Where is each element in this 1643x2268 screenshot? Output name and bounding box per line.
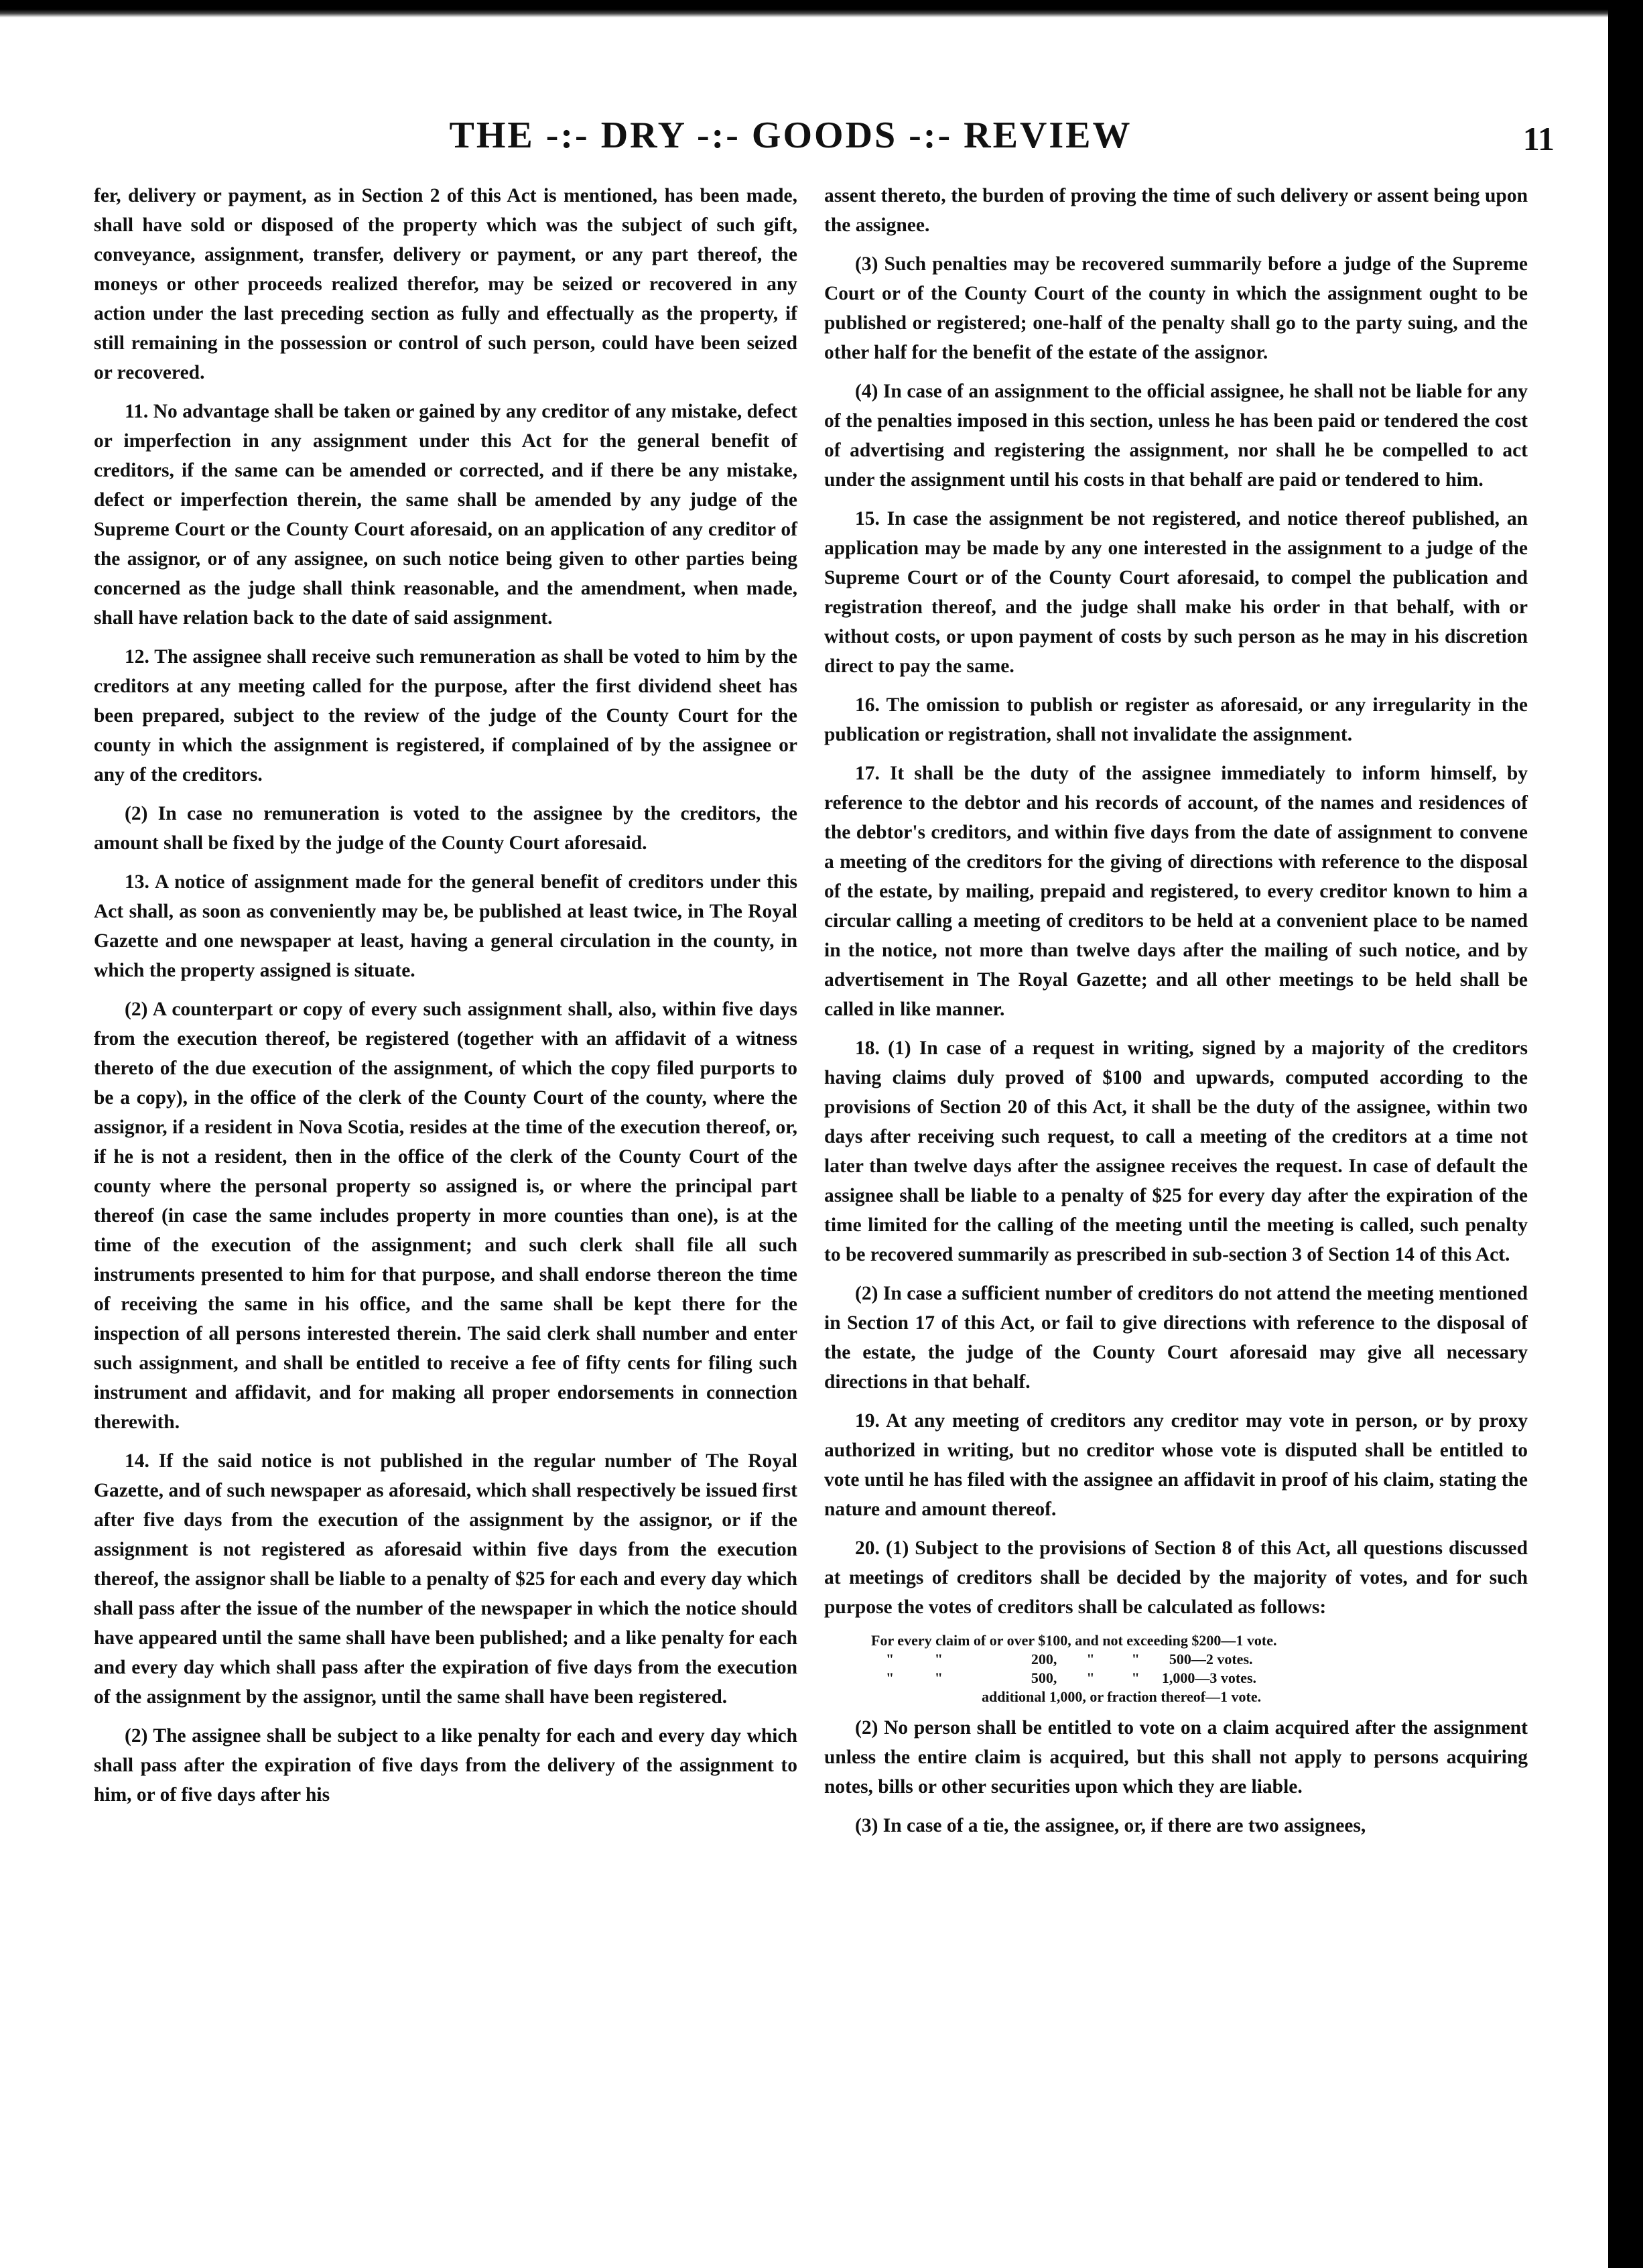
page-number: 11 [1522, 120, 1555, 158]
paragraph: assent thereto, the burden of proving the time of such delivery or assent being upon the assignee. [824, 185, 1528, 236]
page-header [67, 114, 1561, 174]
paragraph: (3) In case of a tie, the assignee, or, if there are two assignees, [855, 1815, 1366, 1836]
paragraph: 17. It shall be the duty of the assignee immediately to inform himself, by reference to the debtor and his records of account, of the names and residences of the debtor's creditors, and within five days from the date of assignment to convene a meeting of the creditors for the giving of directions with reference to the disposal of the estate, by mailing, prepaid and registered, to every creditor known to him a circular calling a meeting of creditors to be held at a convenient place to be named in the notice, not more than twelve days after the mailing of such notice, and by advertisement in The Royal Gazette; and all other meetings to be held shall be called in like manner. [824, 763, 1528, 1020]
vote-schedule [871, 1631, 1528, 1706]
vote-schedule-row: For every claim of or over $100, and not exceeding $200—1 vote. [871, 1632, 1277, 1649]
paragraph: 14. If the said notice is not published in the regular number of The Royal Gazette, and of such newspaper as aforesaid, which shall respectively be issued first after five days from the execution of the assignment by the assignor, or if the assignment is not registered as aforesaid within five days from the execution thereof, the assignor shall be liable to a penalty of $25 for each and every day which shall pass after the issue of the number of the newspaper in which the notice should have appeared until the same shall have been published; and a like penalty for each and every day which shall pass after the expiration of five days from the execution of the assignment by the assignor, until the same shall have been registered. [94, 1450, 797, 1708]
vote-schedule-row: additional 1,000, or fraction thereof—1 vote. [871, 1688, 1262, 1705]
paragraph: 13. A notice of assignment made for the general benefit of creditors under this Act shall, as soon as conveniently may be, be published at least twice, in The Royal Gazette and one newspaper at least, having a general circulation in the county, in which the property assigned is situate. [94, 871, 797, 981]
paragraph: (4) In case of an assignment to the official assignee, he shall not be liable for any of the penalties imposed in this section, unless he has been paid or tendered the cost of advertising and registering the assignment, nor shall he be compelled to act under the assignment until his costs in that behalf are paid or tendered to him. [824, 381, 1528, 491]
paragraph: 16. The omission to publish or register as aforesaid, or any irregularity in the publication or registration, shall not invalidate the assignment. [824, 694, 1528, 745]
vote-schedule-row: " " 500, " " 1,000—3 votes. [871, 1670, 1257, 1686]
right-column [824, 181, 1528, 1850]
paragraph: 19. At any meeting of creditors any creditor may vote in person, or by proxy authorized in writing, but no creditor whose vote is disputed shall be entitled to vote until he has filed with the assignee an affidavit in proof of his claim, stating the nature and amount thereof. [824, 1410, 1528, 1520]
vote-schedule-row: " " 200, " " 500—2 votes. [871, 1651, 1253, 1667]
paragraph: 20. (1) Subject to the provisions of Section 8 of this Act, all questions discussed at meetings of creditors shall be decided by the majority of votes, and for such purpose the votes of creditors shall be calculated as follows: [824, 1537, 1528, 1618]
paragraph: (3) Such penalties may be recovered summarily before a judge of the Supreme Court or of the County Court of the county in which the assignment ought to be published or registered; one-half of the penalty shall go to the party suing, and the other half for the benefit of the estate of the assignor. [824, 253, 1528, 363]
paragraph: fer, delivery or payment, as in Section 2 of this Act is mentioned, has been made, shall have sold or disposed of the property which was the subject of such gift, conveyance, assignment, transfer, delivery or payment, or any part thereof, the moneys or other proceeds realized therefor, may be seized or recovered in any action under the last preceding section as fully and effectually as the property, if still remaining in the possession or control of such person, could have been seized or recovered. [94, 185, 797, 383]
paragraph: 18. (1) In case of a request in writing, signed by a majority of the creditors having claims duly proved of $100 and upwards, computed according to the provisions of Section 20 of this Act, it shall be the duty of the assignee, within two days after receiving such request, to call a meeting of the creditors at a time not later than twelve days after the assignee receives the request. In case of default the assignee shall be liable to a penalty of $25 for every day after the expiration of the time limited for the calling of the meeting until the meeting is called, such penalty to be recovered summarily as prescribed in sub-section 3 of Section 14 of this Act. [824, 1037, 1528, 1265]
left-column [94, 181, 797, 1819]
paragraph: (2) No person shall be entitled to vote on a claim acquired after the assignment unless the entire claim is acquired, but this shall not apply to persons acquiring notes, bills or other securities upon which they are liable. [824, 1717, 1528, 1798]
scan-edge-right [1608, 0, 1643, 2268]
paragraph: 15. In case the assignment be not registered, and notice thereof published, an application may be made by any one interested in the assignment to a judge of the Supreme Court or of the County Court aforesaid, to compel the publication and registration thereof, and the judge shall make his order in that behalf, with or without costs, or upon payment of costs by such person as he may in his discretion direct to pay the same. [824, 508, 1528, 677]
paragraph: 11. No advantage shall be taken or gained by any creditor of any mistake, defect or imperfection in any assignment under this Act for the general benefit of creditors, if the same can be amended or corrected, and if there be any mistake, defect or imperfection therein, the same shall be amended by any judge of the Supreme Court or the County Court aforesaid, on an application of any creditor of the assignor, or of any assignee, on such notice being given to other parties being concerned as the judge shall think reasonable, and the amendment, when made, shall have relation back to the date of said assignment. [94, 401, 797, 629]
paragraph: (2) In case no remuneration is voted to the assignee by the creditors, the amount shall be fixed by the judge of the County Court aforesaid. [94, 803, 797, 854]
paragraph: (2) The assignee shall be subject to a like penalty for each and every day which shall pass after the expiration of five days from the delivery of the assignment to him, or of five days after his [94, 1725, 797, 1806]
paragraph: (2) In case a sufficient number of creditors do not attend the meeting mentioned in Section 17 of this Act, or fail to give directions with reference to the disposal of the estate, the judge of the County Court aforesaid may give all necessary directions in that behalf. [824, 1283, 1528, 1393]
paragraph: (2) A counterpart or copy of every such assignment shall, also, within five days from the execution thereof, be registered (together with an affidavit of a witness thereto of the due execution of the assignment, of which the copy filed purports to be a copy), in the office of the clerk of the County Court of the county, where the assignor, if a resident in Nova Scotia, resides at the time of the execution thereof, or, if he is not a resident, then in the office of the clerk of the County Court of the county where the personal property so assigned is, or where the principal part thereof (in case the same includes property in more counties than one), is at the time of the execution of the assignment; and such clerk shall file all such instruments presented to him for that purpose, and shall endorse thereon the time of receiving the same in his office, and the same shall be kept there for the inspection of all persons interested therein. The said clerk shall number and enter such assignment, and shall be entitled to receive a fee of fifty cents for filing such instrument and affidavit, and for making all proper endorsements in connection therewith. [94, 999, 797, 1433]
paragraph: 12. The assignee shall receive such remuneration as shall be voted to him by the creditors at any meeting called for the purpose, after the first dividend sheet has been prepared, subject to the review of the judge of the County Court for the county in which the assignment is registered, if complained of by the assignee or any of the creditors. [94, 646, 797, 785]
publication-title: THE -:- DRY -:- GOODS -:- REVIEW [449, 115, 1132, 156]
document-page [67, 94, 1561, 2225]
scan-edge-top [0, 0, 1643, 17]
